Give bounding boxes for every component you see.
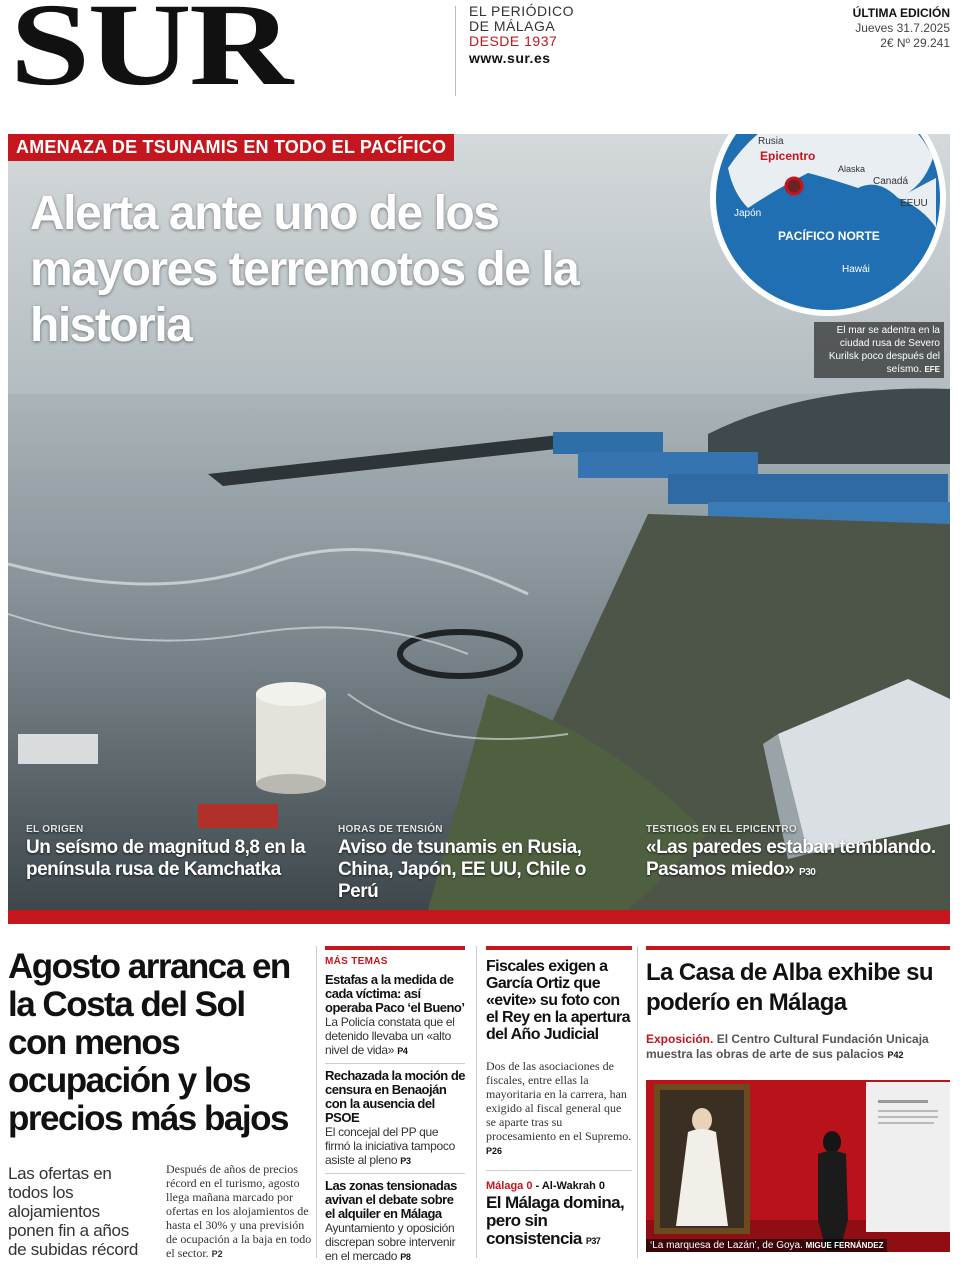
epicenter-marker-icon <box>786 178 802 194</box>
brief-body: Ayuntamiento y oposición discrepan sobre intervenir en el mercado <box>325 1221 456 1263</box>
edition-label: ÚLTIMA EDICIÓN <box>852 6 950 20</box>
map-label-russia: Rusia <box>758 136 784 147</box>
edition-info <box>853 6 950 51</box>
match-home: Málaga 0 <box>486 1180 533 1192</box>
map-label-usa: EEUU <box>900 198 928 209</box>
site-url-link[interactable]: www.sur.es <box>469 50 551 66</box>
page-ref: P4 <box>397 1046 408 1056</box>
fiscales-story[interactable] <box>486 958 632 1158</box>
hero-subhead-tension[interactable] <box>338 824 628 903</box>
brief-headline: Las zonas tensionadas avivan el debate sobre el alquiler en Málaga <box>325 1178 457 1221</box>
alba-caption <box>646 1239 887 1252</box>
more-topics-label: MÁS TEMAS <box>325 956 388 967</box>
map-label-japan: Japón <box>734 208 762 219</box>
tagline-line-2: DE MÁLAGA <box>469 18 556 34</box>
lead-deck: Las ofertas en todos los alojamientos ponen fin a años de subidas récord <box>8 1164 139 1259</box>
alba-deck-text: El Centro Cultural Fundación Unicaja muestra las obras de arte de sus palacios <box>646 1032 929 1061</box>
column-divider <box>316 946 317 1258</box>
column-divider <box>637 946 638 1258</box>
subhead-kicker: HORAS DE TENSIÓN <box>338 824 443 835</box>
map-label-pacific: PACÍFICO NORTE <box>778 229 880 243</box>
column-divider <box>476 946 477 1258</box>
red-rule <box>486 946 632 950</box>
brief-item[interactable] <box>325 1179 465 1266</box>
alba-credit: MIGUE FERNÁNDEZ <box>805 1241 884 1250</box>
red-rule <box>646 946 950 950</box>
tagline-line-1: EL PERIÓDICO <box>469 3 575 19</box>
page-ref: P30 <box>799 867 816 878</box>
page-ref: P37 <box>585 1236 601 1246</box>
globe-graphic <box>708 134 948 318</box>
hero-kicker: AMENAZA DE TSUNAMIS EN TODO EL PACÍFICO <box>8 134 454 161</box>
match-headline: El Málaga domina, pero sin consistencia <box>486 1193 625 1248</box>
brief-item[interactable] <box>325 973 465 1064</box>
newspaper-logo[interactable]: SUR <box>10 0 291 110</box>
map-label-alaska: Alaska <box>838 164 866 174</box>
hero-photo-area[interactable] <box>8 134 950 910</box>
masthead-divider <box>455 6 456 96</box>
page-ref: P26 <box>486 1146 503 1156</box>
photo-caption <box>814 322 944 378</box>
lead-body-text: Después de años de precios récord en el turismo, agosto llega mañana marcado por ofertas en los alojamientos de hasta el 30% y una previsión de ocupación a la baja en todo el sector. <box>166 1162 312 1260</box>
hero-subhead-witnesses[interactable] <box>646 824 946 884</box>
lead-body <box>166 1162 312 1261</box>
photo-caption-text: El mar se adentra en la ciudad rusa de Severo Kurilsk poco después del seísmo. <box>828 325 940 375</box>
subhead-text: «Las paredes estaban temblando. Pasamos miedo» <box>646 837 936 880</box>
exhibition-scene <box>646 1080 950 1252</box>
price-number: 2€ Nº 29.241 <box>880 36 950 50</box>
hero-subhead-origin[interactable] <box>26 824 326 881</box>
fiscales-headline: Fiscales exigen a García Ortiz que «evite» su foto con el Rey en la apertura del Año Judicial <box>486 958 630 1043</box>
match-sep: - <box>532 1180 542 1192</box>
alba-headline[interactable]: La Casa de Alba exhibe su poderío en Málaga <box>646 959 933 1016</box>
map-label-canada: Canadá <box>873 176 909 187</box>
match-away: Al-Wakrah 0 <box>541 1180 606 1192</box>
issue-date: Jueves 31.7.2025 <box>855 21 950 35</box>
divider <box>486 1170 632 1171</box>
subhead-kicker: TESTIGOS EN EL EPICENTRO <box>646 824 797 835</box>
tagline-line-3: DESDE 1937 <box>469 33 558 49</box>
alba-caption-text: ‘La marquesa de Lazán’, de Goya. <box>650 1240 803 1251</box>
masthead-tagline <box>469 4 574 66</box>
map-label-hawaii: Hawái <box>842 264 870 275</box>
page-ref: P42 <box>887 1050 904 1060</box>
map-label-epicenter: Epicentro <box>760 149 816 163</box>
subhead-text: Un seísmo de magnitud 8,8 en la península rusa de Kamchatka <box>26 837 306 880</box>
brief-headline: Estafas a la medida de cada víctima: así operaba Paco ‘el Bueno’ <box>325 972 465 1015</box>
photo-credit: EFE <box>924 365 940 374</box>
masthead <box>0 0 980 130</box>
brief-item[interactable] <box>325 1069 465 1174</box>
brief-body: La Policía constata que el detenido llevaba un «alto nivel de vida» <box>325 1015 455 1057</box>
brief-headline: Rechazada la moción de censura en Benaoján con la ausencia del PSOE <box>325 1068 465 1125</box>
page-ref: P3 <box>400 1156 411 1166</box>
match-story[interactable] <box>486 1180 632 1250</box>
match-score <box>486 1180 632 1192</box>
alba-kicker: Exposición. <box>646 1032 714 1046</box>
page-ref: P2 <box>211 1249 223 1259</box>
subhead-kicker: EL ORIGEN <box>26 824 84 835</box>
more-topics <box>325 956 465 1266</box>
fiscales-body: Dos de las asociaciones de fiscales, entre ellas la mayoritaria en la carrera, han exigido al fiscal general que se aparte tras su procesamiento en el Supremo. <box>486 1059 632 1143</box>
epicenter-globe-map <box>708 134 948 318</box>
red-rule <box>325 946 465 950</box>
brief-body: El concejal del PP que firmó la iniciativa tampoco asiste al pleno <box>325 1125 455 1167</box>
subhead-text: Aviso de tsunamis en Rusia, China, Japón, EE UU, Chile o Perú <box>338 837 586 902</box>
page-ref: P8 <box>400 1252 411 1262</box>
alba-exhibition-photo[interactable] <box>646 1080 950 1252</box>
alba-deck <box>646 1032 956 1063</box>
hero-bottom-bar <box>8 910 950 924</box>
hero-headline[interactable]: Alerta ante uno de los mayores terremotos de la historia <box>30 187 579 352</box>
lead-headline[interactable]: Agosto arranca en la Costa del Sol con menos ocupación y los precios más bajos <box>8 947 290 1138</box>
